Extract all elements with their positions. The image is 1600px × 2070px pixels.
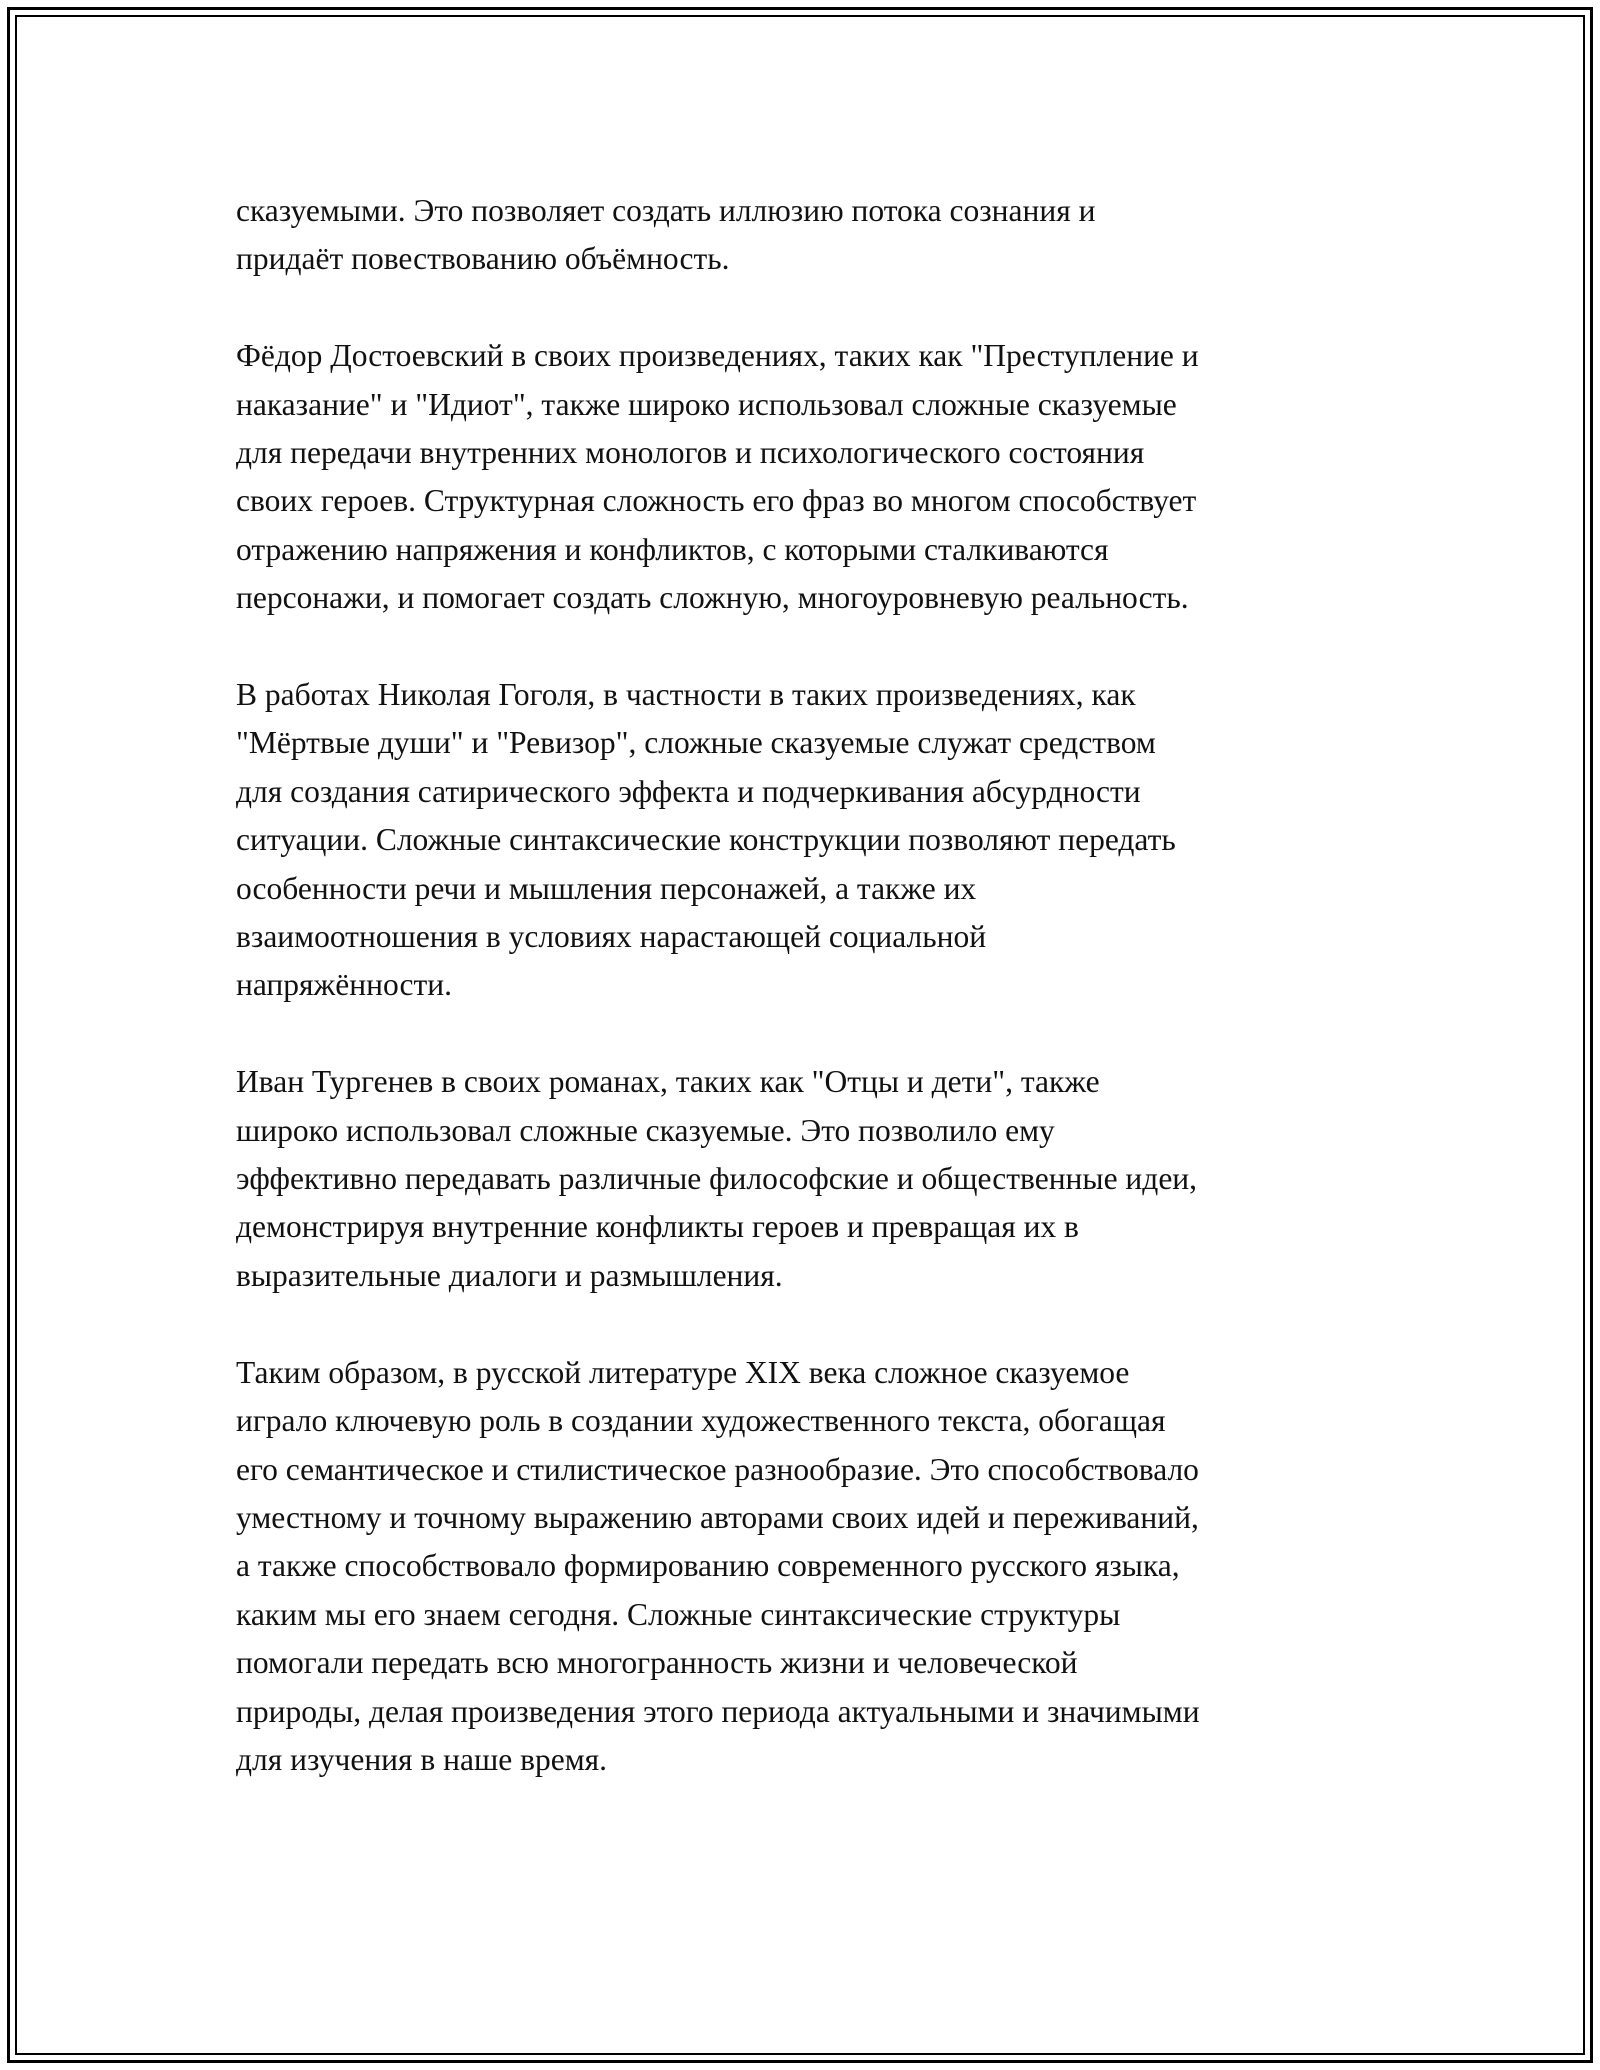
- paragraph: [236, 187, 1376, 284]
- text-line: "Мёртвые души" и "Ревизор", сложные сказуемые служат средством: [236, 725, 1156, 761]
- text-line: выразительные диалоги и размышления.: [236, 1257, 783, 1293]
- text-line: его семантическое и стилистическое разнообразие. Это способствовало: [236, 1451, 1199, 1487]
- text-line: играло ключевую роль в создании художественного текста, обогащая: [236, 1403, 1166, 1439]
- text-line: Фёдор Достоевский в своих произведениях, таких как "Преступление и: [236, 338, 1199, 374]
- text-line: для создания сатирического эффекта и подчеркивания абсурдности: [236, 773, 1141, 809]
- paragraph: [236, 1058, 1376, 1300]
- text-line: В работах Николая Гоголя, в частности в таких произведениях, как: [236, 677, 1136, 713]
- text-line: Таким образом, в русской литературе XIX века сложное сказуемое: [236, 1354, 1130, 1390]
- text-line: отражению напряжения и конфликтов, с которыми сталкиваются: [236, 531, 1109, 567]
- text-line: каким мы его знаем сегодня. Сложные синтаксические структуры: [236, 1596, 1121, 1632]
- text-line: сказуемыми. Это позволяет создать иллюзию потока сознания и: [236, 193, 1096, 228]
- paragraph: [236, 671, 1376, 1010]
- text-line: напряжённости.: [236, 967, 452, 1003]
- text-line: придаёт повествованию объёмность.: [236, 241, 730, 277]
- text-line: своих героев. Структурная сложность его фраз во многом способствует: [236, 483, 1197, 519]
- text-line: эффективно передавать различные философские и общественные идеи,: [236, 1161, 1198, 1197]
- text-line: демонстрируя внутренние конфликты героев и превращая их в: [236, 1209, 1079, 1245]
- paragraph: [236, 1349, 1376, 1785]
- paragraph: [236, 332, 1376, 622]
- text-line: наказание" и "Идиот", также широко использовал сложные сказуемые: [236, 386, 1177, 422]
- text-line: ситуации. Сложные синтаксические конструкции позволяют передать: [236, 822, 1176, 858]
- text-line: а также способствовало формированию современного русского языка,: [236, 1548, 1180, 1584]
- text-line: широко использовал сложные сказуемые. Это позволило ему: [236, 1112, 1055, 1148]
- text-line: природы, делая произведения этого периода актуальными и значимыми: [236, 1693, 1200, 1729]
- text-line: особенности речи и мышления персонажей, а также их: [236, 870, 977, 906]
- text-line: Иван Тургенев в своих романах, таких как "Отцы и дети", также: [236, 1064, 1100, 1100]
- text-line: уместному и точному выражению авторами своих идей и переживаний,: [236, 1499, 1199, 1535]
- text-line: взаимоотношения в условиях нарастающей социальной: [236, 919, 987, 955]
- text-line: для передачи внутренних монологов и психологического состояния: [236, 435, 1145, 471]
- document-body: [236, 187, 1376, 1833]
- text-line: помогали передать всю многогранность жизни и человеческой: [236, 1645, 1078, 1681]
- text-line: персонажи, и помогает создать сложную, многоуровневую реальность.: [236, 580, 1189, 616]
- text-line: для изучения в наше время.: [236, 1741, 608, 1777]
